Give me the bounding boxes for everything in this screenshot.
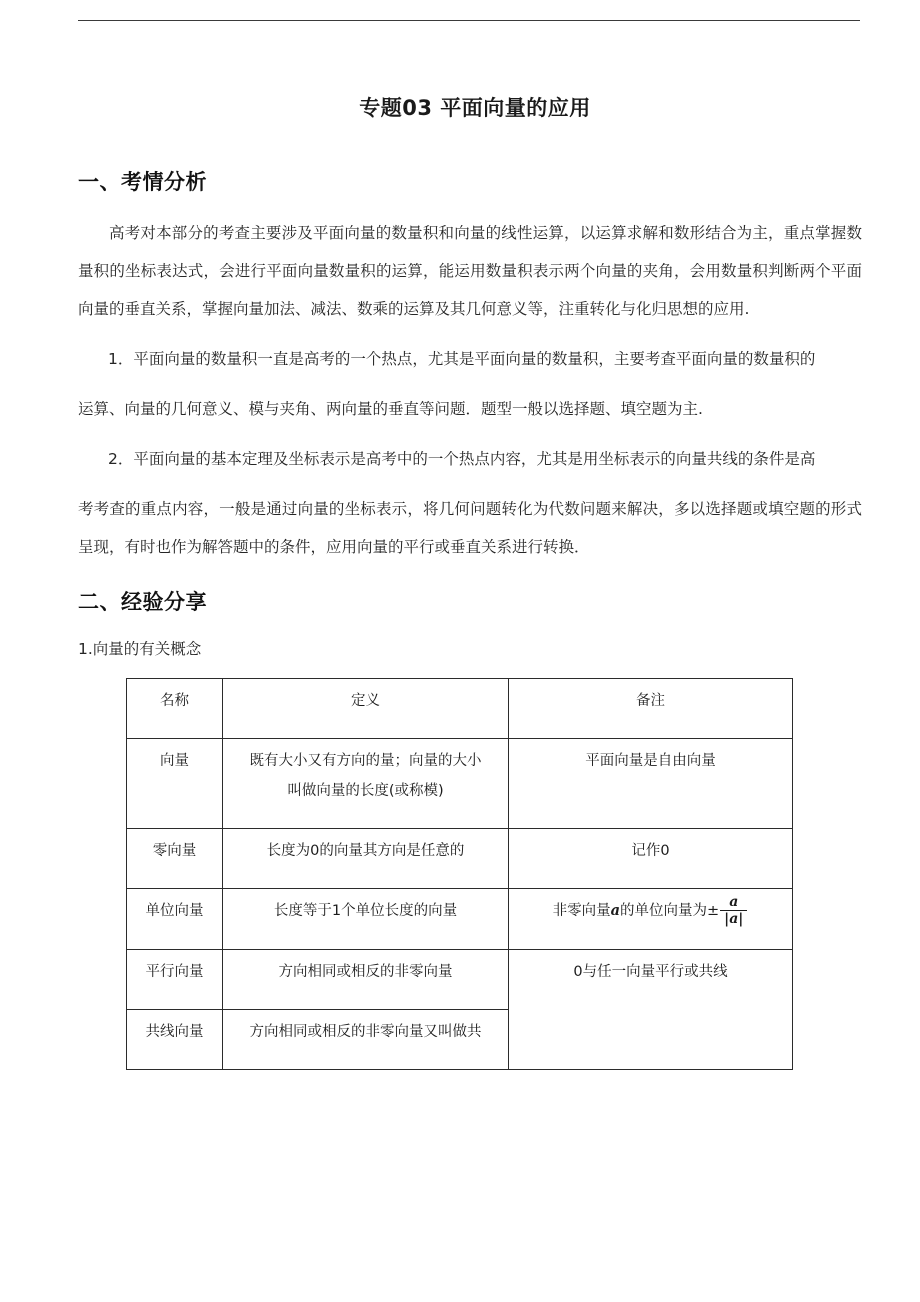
row-definition-collinear-vector: 方向相同或相反的非零向量又叫做共 xyxy=(223,1010,509,1070)
row-definition-parallel-vector: 方向相同或相反的非零向量 xyxy=(223,950,509,1010)
document-content xyxy=(78,92,862,1070)
definition-line-1: 既有大小又有方向的量；向量的大小 xyxy=(249,753,482,769)
row-definition-vector xyxy=(223,739,509,829)
analysis-point-1-continuation: 运算、向量的几何意义、模与夹角、两向量的垂直等问题．题型一般以选择题、填空题为主. xyxy=(78,400,703,418)
analysis-point-2-continuation: 考考查的重点内容，一般是通过向量的坐标表示，将几何问题转化为代数问题来解决，多以选择题或填空题的形式呈现，有时也作为解答题中的条件，应用向量的平行或垂直关系进行转换． xyxy=(78,500,862,556)
row-definition-unit-vector: 长度等于1个单位长度的向量 xyxy=(223,889,509,950)
table-row xyxy=(127,739,793,829)
table-row xyxy=(127,889,793,950)
formula-prefix: 非零向量 xyxy=(552,903,611,920)
row-name-unit-vector: 单位向量 xyxy=(127,889,223,950)
page-title: 专题03 平面向量的应用 xyxy=(359,96,591,120)
row-name-zero-vector: 零向量 xyxy=(127,829,223,889)
table-header-row xyxy=(127,679,793,739)
experience-sub-label: 1.向量的有关概念 xyxy=(78,640,202,658)
row-name-collinear-vector: 共线向量 xyxy=(127,1010,223,1070)
spacer xyxy=(78,378,862,390)
row-note-vector: 平面向量是自由向量 xyxy=(509,739,793,829)
analysis-point-1: 1．平面向量的数量积一直是高考的一个热点，尤其是平面向量的数量积，主要考查平面向量的数量积的 xyxy=(108,350,816,368)
spacer xyxy=(78,328,862,340)
fraction xyxy=(720,895,747,926)
row-name-parallel-vector: 平行向量 xyxy=(127,950,223,1010)
fraction-denominator: |a| xyxy=(724,911,744,927)
unit-vector-formula xyxy=(553,896,749,927)
spacer xyxy=(78,428,862,440)
table-row xyxy=(127,829,793,889)
table-header-note: 备注 xyxy=(509,679,793,739)
spacer xyxy=(78,566,862,586)
row-name-vector: 向量 xyxy=(127,739,223,829)
table-header-name: 名称 xyxy=(127,679,223,739)
vector-concepts-table xyxy=(126,678,793,1070)
row-note-merged-parallel-collinear: 0与任一向量平行或共线 xyxy=(509,950,793,1070)
row-note-zero-vector: 记作0 xyxy=(509,829,793,889)
spacer xyxy=(78,478,862,490)
row-definition-zero-vector: 长度为0的向量其方向是任意的 xyxy=(223,829,509,889)
section-heading-experience: 二、经验分享 xyxy=(78,590,207,614)
definition-line-2: 叫做向量的长度(或称模) xyxy=(287,783,444,799)
formula-vector-a: a xyxy=(610,902,620,920)
table-row xyxy=(127,950,793,1010)
analysis-point-2: 2．平面向量的基本定理及坐标表示是高考中的一个热点内容，尤其是用坐标表示的向量共线的条件是高 xyxy=(108,450,816,468)
table-header-definition: 定义 xyxy=(223,679,509,739)
analysis-intro-paragraph: 高考对本部分的考查主要涉及平面向量的数量积和向量的线性运算，以运算求解和数形结合为主，重点掌握数量积的坐标表达式，会进行平面向量数量积的运算，能运用数量积表示两个向量的夹角，会用数量积判断两个平面向量的垂直关系，掌握向量加法、减法、数乘的运算及其几何意义等，注重转化与化归思想的应用. xyxy=(78,224,862,318)
section-heading-analysis: 一、考情分析 xyxy=(78,170,207,194)
formula-middle: 的单位向量为± xyxy=(619,903,720,920)
page-header-rule xyxy=(78,20,860,21)
row-note-unit-vector xyxy=(509,889,793,950)
fraction-numerator: a xyxy=(729,894,739,910)
